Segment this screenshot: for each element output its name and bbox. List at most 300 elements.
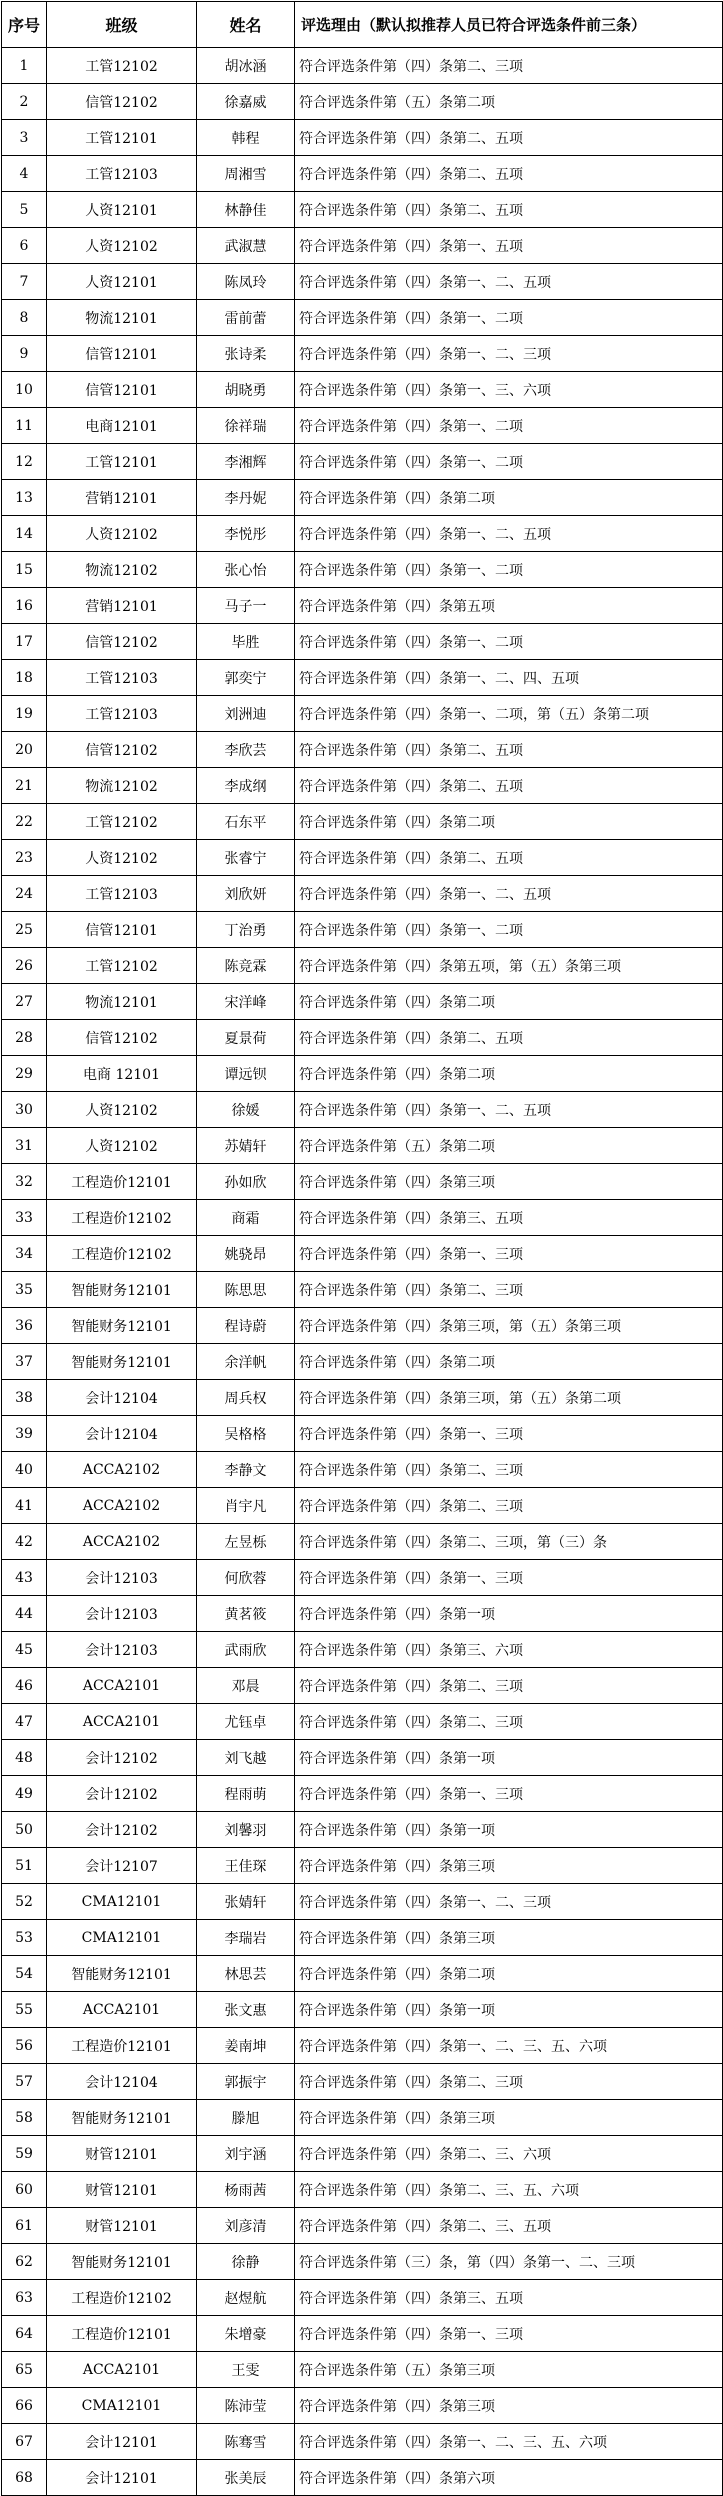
cell-class: 工程造价12101 bbox=[47, 1164, 197, 1200]
cell-reason: 符合评选条件第（四）条第二、三项 bbox=[295, 48, 723, 84]
cell-class: 人资12102 bbox=[47, 516, 197, 552]
table-row bbox=[2, 1164, 723, 1200]
cell-class: 物流12102 bbox=[47, 768, 197, 804]
cell-name: 周湘雪 bbox=[197, 156, 295, 192]
cell-name: 雷前蕾 bbox=[197, 300, 295, 336]
cell-no: 66 bbox=[2, 2388, 47, 2424]
cell-name: 李悦彤 bbox=[197, 516, 295, 552]
cell-no: 25 bbox=[2, 912, 47, 948]
cell-name: 李瑞岩 bbox=[197, 1920, 295, 1956]
cell-name: 孙如欣 bbox=[197, 1164, 295, 1200]
cell-reason: 符合评选条件第（四）条第一、二项 bbox=[295, 912, 723, 948]
cell-name: 刘宇涵 bbox=[197, 2136, 295, 2172]
cell-name: 姜南坤 bbox=[197, 2028, 295, 2064]
cell-name: 刘馨羽 bbox=[197, 1812, 295, 1848]
cell-no: 63 bbox=[2, 2280, 47, 2316]
table-row bbox=[2, 876, 723, 912]
cell-class: 会计12102 bbox=[47, 1776, 197, 1812]
cell-class: 会计12107 bbox=[47, 1848, 197, 1884]
table-row bbox=[2, 1344, 723, 1380]
cell-class: 人资12102 bbox=[47, 840, 197, 876]
cell-class: 物流12101 bbox=[47, 984, 197, 1020]
cell-class: 信管12102 bbox=[47, 624, 197, 660]
cell-class: 财管12101 bbox=[47, 2136, 197, 2172]
cell-name: 徐嘉威 bbox=[197, 84, 295, 120]
cell-reason: 符合评选条件第（四）条第五项，第（五）条第三项 bbox=[295, 948, 723, 984]
cell-class: 信管12102 bbox=[47, 1020, 197, 1056]
cell-reason: 符合评选条件第（四）条第一、五项 bbox=[295, 228, 723, 264]
cell-name: 李成纲 bbox=[197, 768, 295, 804]
table-row bbox=[2, 2352, 723, 2388]
cell-no: 61 bbox=[2, 2208, 47, 2244]
cell-reason: 符合评选条件第（四）条第三项 bbox=[295, 2100, 723, 2136]
cell-no: 37 bbox=[2, 1344, 47, 1380]
cell-reason: 符合评选条件第（四）条第二、五项 bbox=[295, 120, 723, 156]
cell-class: ACCA2102 bbox=[47, 1488, 197, 1524]
cell-no: 6 bbox=[2, 228, 47, 264]
cell-class: 营销12101 bbox=[47, 588, 197, 624]
cell-name: 王佳琛 bbox=[197, 1848, 295, 1884]
cell-name: 尤钰卓 bbox=[197, 1704, 295, 1740]
cell-name: 陈竞霖 bbox=[197, 948, 295, 984]
cell-reason: 符合评选条件第（四）条第一、二、五项 bbox=[295, 876, 723, 912]
cell-no: 23 bbox=[2, 840, 47, 876]
cell-reason: 符合评选条件第（四）条第二、五项 bbox=[295, 732, 723, 768]
table-row bbox=[2, 2172, 723, 2208]
header-row bbox=[2, 2, 723, 48]
cell-name: 徐祥瑞 bbox=[197, 408, 295, 444]
cell-class: 信管12101 bbox=[47, 912, 197, 948]
cell-reason: 符合评选条件第（四）条第二、五项 bbox=[295, 1020, 723, 1056]
cell-reason: 符合评选条件第（四）条第二、三、六项 bbox=[295, 2136, 723, 2172]
cell-name: 李欣芸 bbox=[197, 732, 295, 768]
cell-class: 人资12102 bbox=[47, 1128, 197, 1164]
cell-no: 62 bbox=[2, 2244, 47, 2280]
cell-name: 朱增豪 bbox=[197, 2316, 295, 2352]
cell-reason: 符合评选条件第（四）条第二、五项 bbox=[295, 768, 723, 804]
cell-name: 刘欣妍 bbox=[197, 876, 295, 912]
cell-class: 人资12102 bbox=[47, 1092, 197, 1128]
cell-reason: 符合评选条件第（四）条第一、二、三、五、六项 bbox=[295, 2028, 723, 2064]
cell-class: 会计12104 bbox=[47, 1416, 197, 1452]
cell-reason: 符合评选条件第（四）条第三项，第（五）条第三项 bbox=[295, 1308, 723, 1344]
cell-no: 67 bbox=[2, 2424, 47, 2460]
cell-name: 郭奕宁 bbox=[197, 660, 295, 696]
cell-no: 52 bbox=[2, 1884, 47, 1920]
cell-name: 张心怡 bbox=[197, 552, 295, 588]
table-row bbox=[2, 300, 723, 336]
cell-class: 工程造价12101 bbox=[47, 2028, 197, 2064]
table-row bbox=[2, 948, 723, 984]
cell-no: 34 bbox=[2, 1236, 47, 1272]
cell-class: ACCA2101 bbox=[47, 1704, 197, 1740]
cell-class: 营销12101 bbox=[47, 480, 197, 516]
cell-class: 物流12101 bbox=[47, 300, 197, 336]
header-name: 姓名 bbox=[197, 2, 295, 48]
cell-name: 李静文 bbox=[197, 1452, 295, 1488]
cell-class: 电商12101 bbox=[47, 408, 197, 444]
cell-name: 李丹妮 bbox=[197, 480, 295, 516]
cell-reason: 符合评选条件第（四）条第二、三项 bbox=[295, 1272, 723, 1308]
cell-reason: 符合评选条件第（四）条第二、五项 bbox=[295, 192, 723, 228]
cell-reason: 符合评选条件第（四）条第一、二、三项 bbox=[295, 1884, 723, 1920]
cell-no: 1 bbox=[2, 48, 47, 84]
cell-class: 信管12101 bbox=[47, 372, 197, 408]
cell-reason: 符合评选条件第（四）条第一项 bbox=[295, 1596, 723, 1632]
table-row bbox=[2, 1596, 723, 1632]
cell-no: 13 bbox=[2, 480, 47, 516]
cell-reason: 符合评选条件第（四）条第一、二、五项 bbox=[295, 1092, 723, 1128]
cell-class: 工管12102 bbox=[47, 948, 197, 984]
cell-no: 9 bbox=[2, 336, 47, 372]
cell-class: 工程造价12102 bbox=[47, 1236, 197, 1272]
table-row bbox=[2, 1992, 723, 2028]
cell-class: 会计12102 bbox=[47, 1812, 197, 1848]
cell-class: 工管12101 bbox=[47, 120, 197, 156]
cell-name: 刘洲迪 bbox=[197, 696, 295, 732]
cell-no: 50 bbox=[2, 1812, 47, 1848]
cell-no: 20 bbox=[2, 732, 47, 768]
cell-reason: 符合评选条件第（四）条第二、五项 bbox=[295, 840, 723, 876]
cell-reason: 符合评选条件第（四）条第三项 bbox=[295, 1164, 723, 1200]
cell-name: 陈思思 bbox=[197, 1272, 295, 1308]
cell-name: 胡晓勇 bbox=[197, 372, 295, 408]
cell-class: ACCA2102 bbox=[47, 1524, 197, 1560]
cell-no: 12 bbox=[2, 444, 47, 480]
cell-class: 工程造价12102 bbox=[47, 2280, 197, 2316]
cell-name: 武雨欣 bbox=[197, 1632, 295, 1668]
cell-reason: 符合评选条件第（四）条第一、三项 bbox=[295, 1236, 723, 1272]
cell-reason: 符合评选条件第（四）条第二、三、五项 bbox=[295, 2208, 723, 2244]
table-row bbox=[2, 1452, 723, 1488]
cell-name: 刘彦清 bbox=[197, 2208, 295, 2244]
cell-no: 43 bbox=[2, 1560, 47, 1596]
cell-reason: 符合评选条件第（四）条第一、二、五项 bbox=[295, 264, 723, 300]
cell-no: 39 bbox=[2, 1416, 47, 1452]
cell-class: 信管12102 bbox=[47, 84, 197, 120]
cell-name: 左昱栎 bbox=[197, 1524, 295, 1560]
cell-reason: 符合评选条件第（四）条第二项 bbox=[295, 1344, 723, 1380]
cell-no: 68 bbox=[2, 2460, 47, 2496]
table-row bbox=[2, 984, 723, 1020]
cell-name: 苏婧轩 bbox=[197, 1128, 295, 1164]
table-row bbox=[2, 696, 723, 732]
cell-class: CMA12101 bbox=[47, 1884, 197, 1920]
cell-class: 工管12102 bbox=[47, 48, 197, 84]
table-row bbox=[2, 552, 723, 588]
cell-class: 信管12102 bbox=[47, 732, 197, 768]
cell-no: 19 bbox=[2, 696, 47, 732]
cell-name: 王雯 bbox=[197, 2352, 295, 2388]
cell-class: 工管12101 bbox=[47, 444, 197, 480]
table-row bbox=[2, 1380, 723, 1416]
cell-no: 3 bbox=[2, 120, 47, 156]
cell-no: 4 bbox=[2, 156, 47, 192]
cell-name: 滕旭 bbox=[197, 2100, 295, 2136]
cell-reason: 符合评选条件第（四）条第一、二、五项 bbox=[295, 516, 723, 552]
cell-name: 程雨萌 bbox=[197, 1776, 295, 1812]
cell-reason: 符合评选条件第（四）条第一、二项 bbox=[295, 300, 723, 336]
cell-reason: 符合评选条件第（四）条第一、三、六项 bbox=[295, 372, 723, 408]
cell-name: 张婧轩 bbox=[197, 1884, 295, 1920]
cell-name: 徐媛 bbox=[197, 1092, 295, 1128]
cell-class: 人资12102 bbox=[47, 228, 197, 264]
cell-class: 会计12103 bbox=[47, 1596, 197, 1632]
cell-name: 陈骞雪 bbox=[197, 2424, 295, 2460]
table-row bbox=[2, 1704, 723, 1740]
cell-name: 胡冰涵 bbox=[197, 48, 295, 84]
cell-name: 张美辰 bbox=[197, 2460, 295, 2496]
cell-no: 59 bbox=[2, 2136, 47, 2172]
table-row bbox=[2, 1524, 723, 1560]
cell-name: 刘飞越 bbox=[197, 1740, 295, 1776]
cell-no: 27 bbox=[2, 984, 47, 1020]
header-class: 班级 bbox=[47, 2, 197, 48]
table-row bbox=[2, 912, 723, 948]
table-row bbox=[2, 408, 723, 444]
cell-no: 11 bbox=[2, 408, 47, 444]
cell-no: 32 bbox=[2, 1164, 47, 1200]
cell-reason: 符合评选条件第（四）条第二、三项 bbox=[295, 1488, 723, 1524]
cell-reason: 符合评选条件第（三）条，第（四）条第一、二、三项 bbox=[295, 2244, 723, 2280]
cell-reason: 符合评选条件第（四）条第二项 bbox=[295, 804, 723, 840]
table-row bbox=[2, 192, 723, 228]
cell-name: 张文惠 bbox=[197, 1992, 295, 2028]
table-row bbox=[2, 1308, 723, 1344]
cell-reason: 符合评选条件第（五）条第二项 bbox=[295, 1128, 723, 1164]
cell-reason: 符合评选条件第（四）条第二、三、五、六项 bbox=[295, 2172, 723, 2208]
cell-name: 肖宇凡 bbox=[197, 1488, 295, 1524]
table-row bbox=[2, 768, 723, 804]
table-row bbox=[2, 840, 723, 876]
cell-no: 65 bbox=[2, 2352, 47, 2388]
cell-name: 黄茗筱 bbox=[197, 1596, 295, 1632]
cell-class: ACCA2101 bbox=[47, 2352, 197, 2388]
table-row bbox=[2, 156, 723, 192]
cell-name: 石东平 bbox=[197, 804, 295, 840]
cell-no: 48 bbox=[2, 1740, 47, 1776]
table-row bbox=[2, 1416, 723, 1452]
cell-class: CMA12101 bbox=[47, 1920, 197, 1956]
cell-name: 程诗蔚 bbox=[197, 1308, 295, 1344]
cell-reason: 符合评选条件第（四）条第三项，第（五）条第二项 bbox=[295, 1380, 723, 1416]
cell-no: 17 bbox=[2, 624, 47, 660]
cell-reason: 符合评选条件第（五）条第二项 bbox=[295, 84, 723, 120]
cell-no: 38 bbox=[2, 1380, 47, 1416]
cell-reason: 符合评选条件第（四）条第一、三项 bbox=[295, 1776, 723, 1812]
cell-reason: 符合评选条件第（四）条第二项 bbox=[295, 1056, 723, 1092]
table-row bbox=[2, 2388, 723, 2424]
cell-reason: 符合评选条件第（四）条第三项 bbox=[295, 1848, 723, 1884]
cell-no: 29 bbox=[2, 1056, 47, 1092]
recommendation-table bbox=[1, 1, 723, 2496]
table-row bbox=[2, 264, 723, 300]
cell-reason: 符合评选条件第（四）条第二、三项 bbox=[295, 1452, 723, 1488]
table-row bbox=[2, 624, 723, 660]
cell-class: 智能财务12101 bbox=[47, 1956, 197, 1992]
table-row bbox=[2, 228, 723, 264]
cell-name: 陈凤玲 bbox=[197, 264, 295, 300]
cell-class: 人资12101 bbox=[47, 264, 197, 300]
cell-name: 杨雨茜 bbox=[197, 2172, 295, 2208]
cell-name: 夏景荷 bbox=[197, 1020, 295, 1056]
cell-reason: 符合评选条件第（四）条第一、二项 bbox=[295, 408, 723, 444]
cell-reason: 符合评选条件第（四）条第一、二、三项 bbox=[295, 336, 723, 372]
cell-reason: 符合评选条件第（四）条第一、二项，第（五）条第二项 bbox=[295, 696, 723, 732]
table-row bbox=[2, 1128, 723, 1164]
cell-name: 李湘辉 bbox=[197, 444, 295, 480]
table-row bbox=[2, 1884, 723, 1920]
table-row bbox=[2, 804, 723, 840]
cell-no: 33 bbox=[2, 1200, 47, 1236]
cell-class: 工管12103 bbox=[47, 696, 197, 732]
cell-class: ACCA2101 bbox=[47, 1992, 197, 2028]
cell-reason: 符合评选条件第（四）条第一项 bbox=[295, 1740, 723, 1776]
cell-name: 邓晨 bbox=[197, 1668, 295, 1704]
cell-reason: 符合评选条件第（四）条第三项 bbox=[295, 1920, 723, 1956]
table-row bbox=[2, 120, 723, 156]
table-row bbox=[2, 2208, 723, 2244]
cell-name: 宋洋峰 bbox=[197, 984, 295, 1020]
cell-no: 5 bbox=[2, 192, 47, 228]
table-row bbox=[2, 2244, 723, 2280]
table-row bbox=[2, 1920, 723, 1956]
cell-reason: 符合评选条件第（四）条第一、二、三、五、六项 bbox=[295, 2424, 723, 2460]
cell-reason: 符合评选条件第（四）条第一、二项 bbox=[295, 444, 723, 480]
table-row bbox=[2, 2100, 723, 2136]
cell-name: 武淑慧 bbox=[197, 228, 295, 264]
table-row bbox=[2, 480, 723, 516]
cell-class: ACCA2101 bbox=[47, 1668, 197, 1704]
cell-class: 智能财务12101 bbox=[47, 1344, 197, 1380]
cell-name: 谭远钡 bbox=[197, 1056, 295, 1092]
cell-no: 44 bbox=[2, 1596, 47, 1632]
cell-no: 35 bbox=[2, 1272, 47, 1308]
cell-reason: 符合评选条件第（四）条第三、五项 bbox=[295, 1200, 723, 1236]
cell-no: 54 bbox=[2, 1956, 47, 1992]
cell-reason: 符合评选条件第（四）条第一、二、四、五项 bbox=[295, 660, 723, 696]
table-row bbox=[2, 336, 723, 372]
cell-name: 马子一 bbox=[197, 588, 295, 624]
table-row bbox=[2, 1632, 723, 1668]
cell-reason: 符合评选条件第（四）条第二、三项，第（三）条 bbox=[295, 1524, 723, 1560]
cell-class: 财管12101 bbox=[47, 2172, 197, 2208]
table-row bbox=[2, 48, 723, 84]
table-row bbox=[2, 516, 723, 552]
cell-no: 58 bbox=[2, 2100, 47, 2136]
cell-no: 24 bbox=[2, 876, 47, 912]
cell-class: 信管12101 bbox=[47, 336, 197, 372]
cell-name: 韩程 bbox=[197, 120, 295, 156]
table-row bbox=[2, 2424, 723, 2460]
cell-no: 42 bbox=[2, 1524, 47, 1560]
table-row bbox=[2, 84, 723, 120]
cell-name: 何欣蓉 bbox=[197, 1560, 295, 1596]
cell-reason: 符合评选条件第（四）条第二、三项 bbox=[295, 1668, 723, 1704]
cell-class: 智能财务12101 bbox=[47, 1272, 197, 1308]
cell-name: 郭振宇 bbox=[197, 2064, 295, 2100]
cell-reason: 符合评选条件第（四）条第一项 bbox=[295, 1812, 723, 1848]
cell-class: 工程造价12102 bbox=[47, 1200, 197, 1236]
cell-reason: 符合评选条件第（四）条第一项 bbox=[295, 1992, 723, 2028]
cell-reason: 符合评选条件第（五）条第三项 bbox=[295, 2352, 723, 2388]
table-row bbox=[2, 1092, 723, 1128]
cell-name: 张睿宁 bbox=[197, 840, 295, 876]
cell-name: 余洋帆 bbox=[197, 1344, 295, 1380]
cell-no: 46 bbox=[2, 1668, 47, 1704]
cell-class: 会计12103 bbox=[47, 1560, 197, 1596]
table-header bbox=[2, 2, 723, 48]
header-reason: 评选理由（默认拟推荐人员已符合评选条件前三条） bbox=[295, 2, 723, 48]
table-row bbox=[2, 1776, 723, 1812]
table-row bbox=[2, 588, 723, 624]
table-row bbox=[2, 1956, 723, 1992]
cell-no: 10 bbox=[2, 372, 47, 408]
cell-reason: 符合评选条件第（四）条第二、三项 bbox=[295, 2064, 723, 2100]
table-row bbox=[2, 660, 723, 696]
table-row bbox=[2, 1200, 723, 1236]
cell-no: 31 bbox=[2, 1128, 47, 1164]
cell-class: 智能财务12101 bbox=[47, 2244, 197, 2280]
cell-name: 商霜 bbox=[197, 1200, 295, 1236]
table-row bbox=[2, 2460, 723, 2496]
cell-class: 会计12103 bbox=[47, 1632, 197, 1668]
cell-class: 财管12101 bbox=[47, 2208, 197, 2244]
cell-reason: 符合评选条件第（四）条第三项 bbox=[295, 2388, 723, 2424]
cell-no: 47 bbox=[2, 1704, 47, 1740]
table-row bbox=[2, 1740, 723, 1776]
cell-no: 8 bbox=[2, 300, 47, 336]
cell-name: 丁治勇 bbox=[197, 912, 295, 948]
table-row bbox=[2, 1668, 723, 1704]
cell-class: 会计12101 bbox=[47, 2460, 197, 2496]
cell-reason: 符合评选条件第（四）条第一、三项 bbox=[295, 1416, 723, 1452]
cell-class: 智能财务12101 bbox=[47, 1308, 197, 1344]
cell-class: 智能财务12101 bbox=[47, 2100, 197, 2136]
cell-no: 15 bbox=[2, 552, 47, 588]
cell-class: CMA12101 bbox=[47, 2388, 197, 2424]
cell-no: 16 bbox=[2, 588, 47, 624]
cell-class: 物流12102 bbox=[47, 552, 197, 588]
cell-no: 28 bbox=[2, 1020, 47, 1056]
table-row bbox=[2, 1848, 723, 1884]
cell-no: 22 bbox=[2, 804, 47, 840]
cell-no: 49 bbox=[2, 1776, 47, 1812]
header-no: 序号 bbox=[2, 2, 47, 48]
cell-name: 姚骁昂 bbox=[197, 1236, 295, 1272]
cell-no: 64 bbox=[2, 2316, 47, 2352]
table-row bbox=[2, 1236, 723, 1272]
cell-reason: 符合评选条件第（四）条第二项 bbox=[295, 1956, 723, 1992]
cell-class: 会计12101 bbox=[47, 2424, 197, 2460]
table-row bbox=[2, 1272, 723, 1308]
cell-name: 徐静 bbox=[197, 2244, 295, 2280]
cell-no: 57 bbox=[2, 2064, 47, 2100]
table-row bbox=[2, 1560, 723, 1596]
table-row bbox=[2, 372, 723, 408]
cell-name: 赵煜航 bbox=[197, 2280, 295, 2316]
cell-class: 会计12102 bbox=[47, 1740, 197, 1776]
cell-no: 30 bbox=[2, 1092, 47, 1128]
cell-class: 工程造价12101 bbox=[47, 2316, 197, 2352]
table-row bbox=[2, 732, 723, 768]
cell-name: 吴格格 bbox=[197, 1416, 295, 1452]
table-row bbox=[2, 1812, 723, 1848]
table-row bbox=[2, 1056, 723, 1092]
cell-no: 41 bbox=[2, 1488, 47, 1524]
cell-reason: 符合评选条件第（四）条第二项 bbox=[295, 480, 723, 516]
cell-no: 40 bbox=[2, 1452, 47, 1488]
